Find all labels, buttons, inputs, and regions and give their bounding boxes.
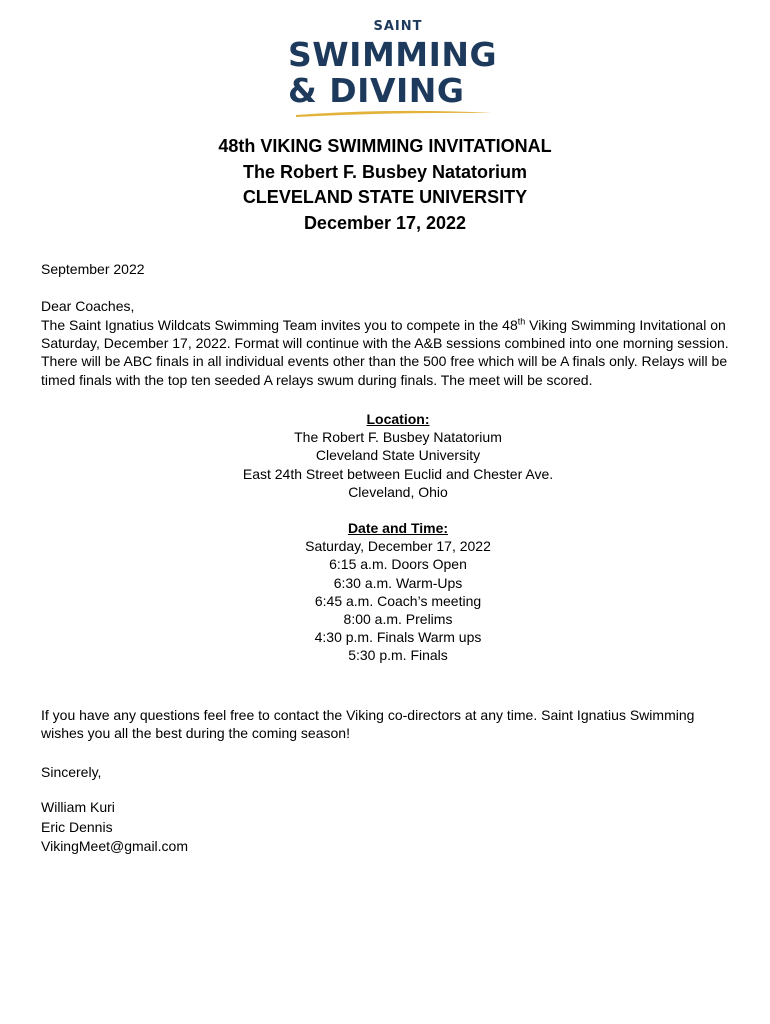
- schedule-line: Saturday, December 17, 2022: [305, 538, 491, 555]
- logo-top-text: SAINT: [373, 20, 423, 34]
- schedule-line: 8:00 a.m. Prelims: [343, 611, 453, 628]
- invitation-paragraph: [41, 316, 741, 389]
- body-text-part-2: Viking Swimming Invitational on Saturday, December 17, 2022. Format will continue with the A&B sessions combined into one morning session. There will be ABC finals in all individual events other than the 500 free which will be A finals only. Relays will be timed finals with the top ten seeded A relays swum during finals. The meet will be scored.: [41, 317, 729, 388]
- signer-name: Eric Dennis: [41, 818, 113, 835]
- swimming-diving-logo: [280, 12, 520, 122]
- location-line: Cleveland State University: [315, 447, 481, 464]
- letter-date: September 2022: [41, 261, 145, 277]
- location-heading: Location:: [366, 411, 430, 427]
- schedule-line: 6:30 a.m. Warm-Ups: [333, 574, 463, 591]
- signer-name: William Kuri: [41, 799, 115, 815]
- title-line-university: CLEVELAND STATE UNIVERSITY: [242, 187, 528, 207]
- schedule-line: 4:30 p.m. Finals Warm ups: [314, 629, 482, 646]
- document-title: [0, 134, 770, 236]
- body-superscript: th: [517, 316, 526, 327]
- location-line: The Robert F. Busbey Natatorium: [294, 429, 502, 446]
- schedule-line: 5:30 p.m. Finals: [348, 647, 448, 664]
- closing-paragraph: If you have any questions feel free to contact the Viking co-directors at any time. Saint Ignatius Swimming wishes you all the best during the coming season!: [41, 707, 695, 742]
- logo-swoosh-icon: [294, 108, 494, 118]
- schedule-line: 6:45 a.m. Coach’s meeting: [314, 592, 482, 609]
- title-line-event: 48th VIKING SWIMMING INVITATIONAL: [218, 136, 552, 156]
- signature-block: [41, 798, 741, 857]
- schedule-line: 6:15 a.m. Doors Open: [329, 556, 467, 573]
- logo-line-diving: & DIVING: [288, 71, 465, 110]
- location-section: [0, 410, 770, 501]
- date-time-section: [0, 519, 770, 665]
- logo-line-swimming: SWIMMING: [288, 35, 498, 74]
- location-line: Cleveland, Ohio: [348, 483, 448, 500]
- sincerely-line: Sincerely,: [41, 764, 102, 780]
- title-line-date: December 17, 2022: [303, 212, 467, 233]
- date-time-heading: Date and Time:: [347, 520, 449, 536]
- salutation: Dear Coaches,: [41, 298, 135, 314]
- body-text-part-1: The Saint Ignatius Wildcats Swimming Team invites you to compete in the 48: [41, 317, 518, 333]
- location-line: East 24th Street between Euclid and Chester Ave.: [242, 465, 554, 482]
- contact-email: VikingMeet@gmail.com: [41, 838, 189, 854]
- title-line-venue: The Robert F. Busbey Natatorium: [242, 161, 528, 182]
